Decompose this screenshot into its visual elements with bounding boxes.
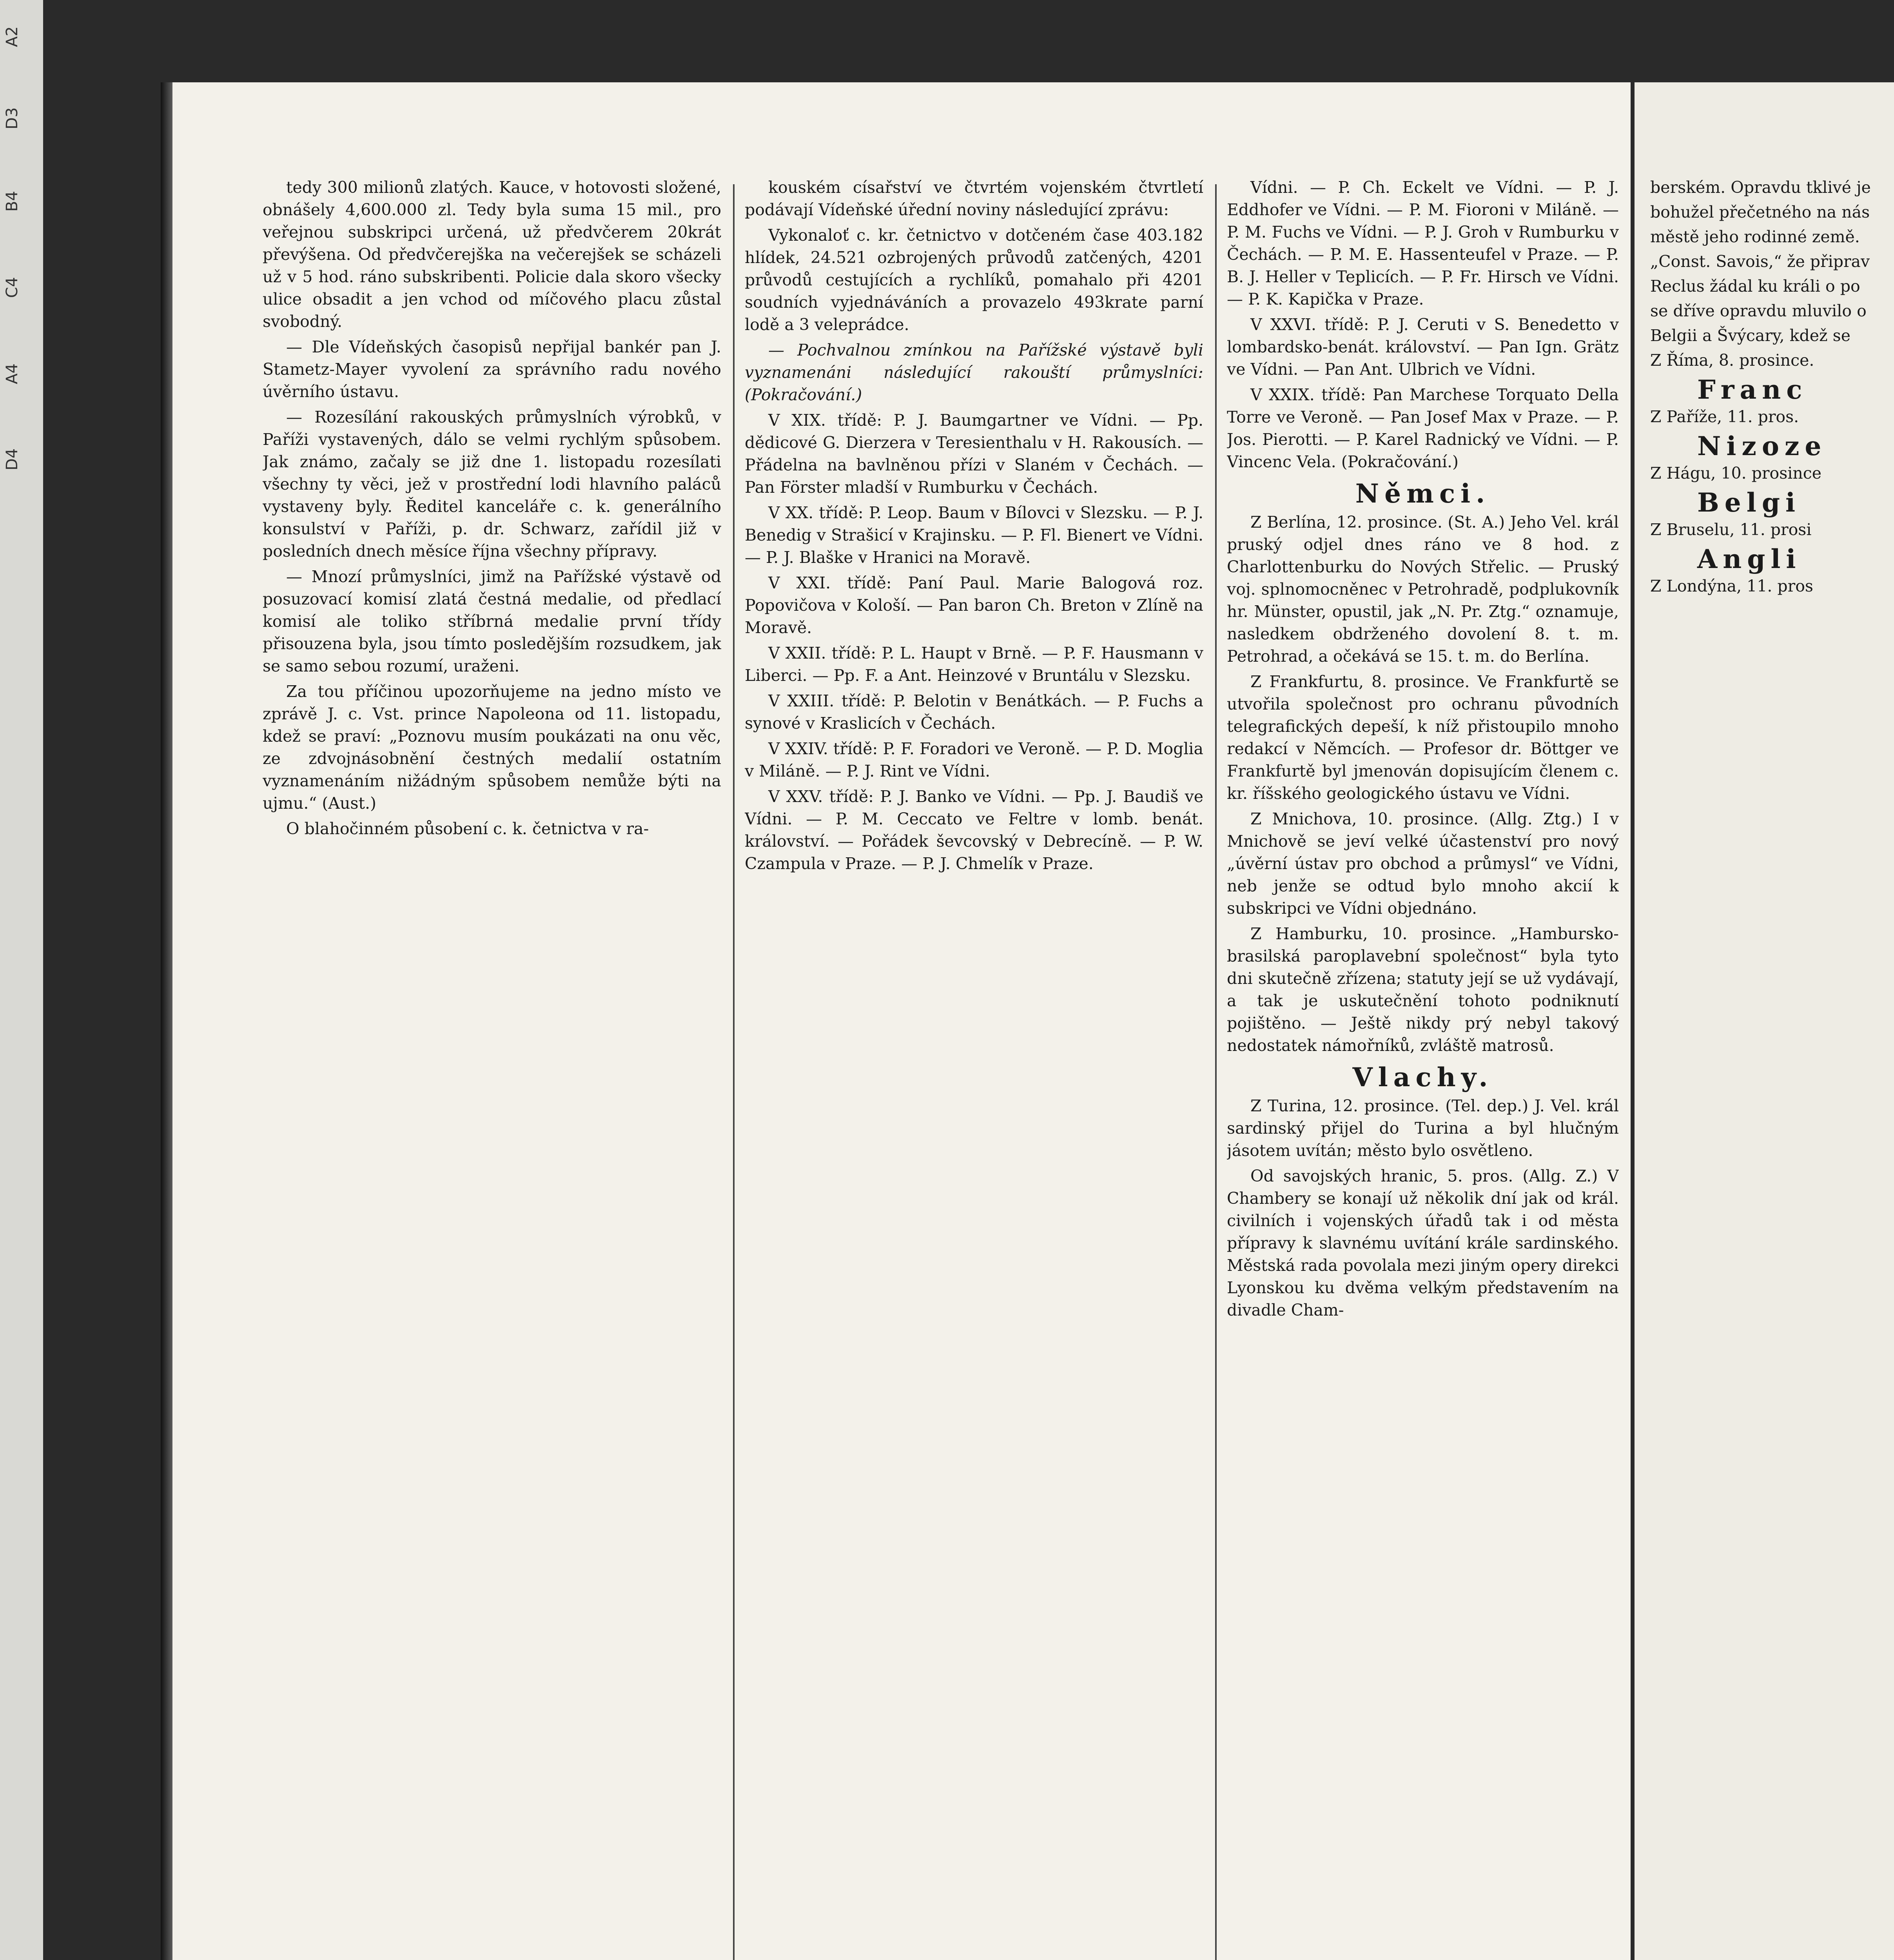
section-heading-anglie: Angli xyxy=(1697,544,1801,574)
column-rule xyxy=(1215,184,1217,1960)
text-line: Z Paříže, 11. pros. xyxy=(1650,407,1799,426)
paragraph: kouském císařství ve čtvrtém vojenském čtvrtletí podávají Vídeňské úřední noviny následující zprávu: xyxy=(745,178,1203,219)
paragraph-savoy: Od savojských hranic, 5. pros. (Allg. Z.) V Chambery se konají už několik dní jak od král. civilních i vojenských úřadů tak i od města přípravy k slavnému uvítání krále sardinského. Městská rada povolala mezi jiným opery direkci Lyonskou ku dvěma velkým představením na divadle Cham- xyxy=(1227,1167,1619,1319)
section-heading-france: Franc xyxy=(1697,374,1808,405)
paragraph-frankfurt: Z Frankfurtu, 8. prosince. Ve Frankfurtě se utvořila společnost pro ochranu původních telegrafických depeší, k níž přistoupilo mnoho redakcí v Němcích. — Profesor dr. Böttger ve Frankfurtě byl jmenován dopisujícím členem c. kr. říšského geologického ústavu ve Vídni. xyxy=(1227,672,1619,803)
scan-label-d4: D4 xyxy=(3,448,21,470)
paragraph: O blahočinném působení c. k. četnictva v ra- xyxy=(286,819,649,838)
text-line: berském. Opravdu tklivé je xyxy=(1650,178,1871,197)
paragraph: V XXIII. třídě: P. Belotin v Benátkách. — P. Fuchs a synové v Kraslicích v Čechách. xyxy=(745,691,1203,733)
text-line: Belgii a Švýcary, kdež se xyxy=(1650,326,1850,345)
scan-label-a4: A4 xyxy=(3,363,21,384)
middle-column xyxy=(745,176,1203,1960)
paragraph: — Pochvalnou zmínkou na Pařížské výstavě byli vyznamenáni následující rakouští průmyslníci: (Pokračování.) xyxy=(745,341,1203,404)
paragraph-hamburk: Z Hamburku, 10. prosince. „Hambursko-brasilská paroplavební společnost“ byla tyto dni skutečně zřízena; statuty její se už vydávají, a tak je uskutečnění tohoto podniknutí pojištěno. — Ještě nikdy prý nebyl takový nedostatek námořníků, zvláště matrosů. xyxy=(1227,924,1619,1055)
paragraph: tedy 300 milionů zlatých. Kauce, v hotovosti složené, obnášely 4,600.000 zl. Tedy byla suma 15 mil., pro veřejnou subskripci určená, už předvčerem 20krát převýšena. Od předvčerejška na večerejšek se scházeli už v 5 hod. ráno subskribenti. Policie dala skoro všecky ulice obsadit a jen vchod od míčového placu zůstal svobodný. xyxy=(263,178,721,331)
column-rule xyxy=(733,184,735,1960)
paragraph: V XXVI. třídě: P. J. Ceruti v S. Benedetto v lombardsko-benát. království. — Pan Ign. Grätz ve Vídni. — Pan Ant. Ulbrich ve Vídni. xyxy=(1227,315,1619,379)
left-column xyxy=(263,176,721,1960)
paragraph-berlin: Z Berlína, 12. prosince. (St. A.) Jeho Vel. král pruský odjel dnes ráno ve 8 hod. z Charlottenburku do Nových Střelic. — Pruský voj. splnomocněnec v Petrohradě, podplukovník hr. Münster, opustil, jak „N. Pr. Ztg.“ oznamuje, nasledkem obdrženého dovolení 8. t. m. Petrohrad, a očekává se 15. t. m. do Berlína. xyxy=(1227,513,1619,666)
next-page-column xyxy=(1650,176,1893,1960)
text-line: bohužel přečetného na nás xyxy=(1650,203,1870,221)
paragraph: V XXI. třídě: Paní Paul. Marie Balogová roz. Popovičova v Kološí. — Pan baron Ch. Breton v Zlíně na Moravě. xyxy=(745,573,1203,637)
text-line: městě jeho rodinné země. xyxy=(1650,227,1860,246)
text-line: Z Hágu, 10. prosince xyxy=(1650,464,1821,483)
paragraph: V XXIV. třídě: P. F. Foradori ve Veroně. — P. D. Moglia v Miláně. — P. J. Rint ve Vídni. xyxy=(745,739,1203,780)
text-line: „Const. Savois,“ že připrav xyxy=(1650,252,1870,271)
scan-label-d3: D3 xyxy=(3,107,21,129)
paragraph: V XX. třídě: P. Leop. Baum v Bílovci v Slezsku. — P. J. Benedig v Strašicí v Krajinsku. — P. Fl. Bienert ve Vídni. — P. J. Blaške v Hranici na Moravě. xyxy=(745,503,1203,567)
paragraph: V XXV. třídě: P. J. Banko ve Vídni. — Pp. J. Baudiš ve Vídni. — P. M. Ceccato ve Feltre v lomb. benát. království. — Pořádek ševcovský v Debrecíně. — P. W. Czampula v Praze. — P. J. Chmelík v Praze. xyxy=(745,787,1203,873)
paragraph-turin: Z Turina, 12. prosince. (Tel. dep.) J. Vel. král sardinský přijel do Turina a byl hlučným jásotem uvítán; město bylo osvětleno. xyxy=(1227,1096,1619,1160)
section-heading-nizozemi: Nizoze xyxy=(1697,431,1827,461)
paragraph: Vykonaloť c. kr. četnictvo v dotčeném čase 403.182 hlídek, 24.521 ozbrojených průvodů zatčených, 4201 průvodů cestujících a rychlíků, pomahalo při 4201 soudních vyjednáváních a provazelo 493krate parní lodě a 3 veleprádce. xyxy=(745,226,1203,334)
section-heading-vlachy: Vlachy. xyxy=(1352,1062,1493,1093)
paragraph: Za tou příčinou upozorňujeme na jedno místo ve zprávě J. c. Vst. prince Napoleona od 11. listopadu, kdež se praví: „Poznovu musím poukázati na onu věc, ze zdvojnásobnění čestných medalií ostatním vyznamenáním nižádným spůsobem nemůže býti na ujmu.“ (Aust.) xyxy=(263,682,721,813)
text-line: Z Říma, 8. prosince. xyxy=(1650,351,1814,370)
section-heading-nemci: Němci. xyxy=(1355,478,1491,509)
section-heading-belgie: Belgi xyxy=(1697,487,1801,518)
scan-label-a2: A2 xyxy=(3,26,21,47)
paragraph: — Mnozí průmyslníci, jimž na Pařížské výstavě od posuzovací komisí zlatá čestná medalie, od předlací komisí ale toliko stříbrná medalie první třídy přisouzena byla, jsou tímto posledějším rozsudkem, jak se samo sebou rozumí, uraženi. xyxy=(263,567,721,675)
paragraph: — Dle Vídeňských časopisů nepřijal bankér pan J. Stametz-Mayer vyvolení za správního radu nového úvěrního ústavu. xyxy=(263,338,721,401)
text-line: Z Londýna, 11. pros xyxy=(1650,577,1813,595)
paragraph-mnichov: Z Mnichova, 10. prosince. (Allg. Ztg.) I v Mnichově se jeví velké účastenství pro nový „úvěrní ústav pro obchod a průmysl“ ve Vídni, neb jenže se odtud bylo mnoho akcií k subskripci ve Vídni objednáno. xyxy=(1227,809,1619,918)
paragraph: V XXIX. třídě: Pan Marchese Torquato Della Torre ve Veroně. — Pan Josef Max v Praze. — P. Jos. Pierotti. — P. Karel Radnický ve Vídni. — P. Vincenc Vela. (Pokračování.) xyxy=(1227,385,1619,471)
text-line: Z Bruselu, 11. prosi xyxy=(1650,520,1812,539)
text-line: Reclus žádal ku králi o po xyxy=(1650,277,1860,296)
paragraph: V XXII. třídě: P. L. Haupt v Brně. — P. F. Hausmann v Liberci. — Pp. F. a Ant. Heinzové v Bruntálu v Slezsku. xyxy=(745,644,1203,685)
paragraph: V XIX. třídě: P. J. Baumgartner ve Vídni. — Pp. dědicové G. Dierzera v Teresienthalu v H. Rakousích. — Přádelna na bavlněnou přízi v Slaném v Čechách. — Pan Förster mladší v Rumburku v Čechách. xyxy=(745,411,1203,497)
scan-label-b4: B4 xyxy=(3,191,21,212)
newspaper-page xyxy=(172,82,1631,1960)
next-page-fragment xyxy=(1635,82,1894,1960)
text-line: se dříve opravdu mluvilo o xyxy=(1650,301,1867,320)
right-column xyxy=(1227,176,1619,1960)
paragraph: — Rozesílání rakouských průmyslních výrobků, v Paříži vystavených, dálo se velmi rychlým spůsobem. Jak známo, začaly se již dne 1. listopadu rozesílati všechny ty věci, jež v prostřední lodi hlavního paláců vystaveny byly. Ředitel kanceláře c. k. generálního konsulství v Paříži, p. dr. Schwarz, zařídil již v posledních dnech měsíce října všechny přípravy. xyxy=(263,408,721,561)
paragraph: Vídni. — P. Ch. Eckelt ve Vídni. — P. J. Eddhofer ve Vídni. — P. M. Fioroni v Miláně. — P. M. Fuchs ve Vídni. — P. J. Groh v Rumburku v Čechách. — P. M. E. Hassenteufel v Praze. — P. B. J. Heller v Teplicích. — P. Fr. Hirsch ve Vídni. — P. K. Kapička v Praze. xyxy=(1227,178,1619,309)
scan-label-c4: C4 xyxy=(3,277,21,298)
